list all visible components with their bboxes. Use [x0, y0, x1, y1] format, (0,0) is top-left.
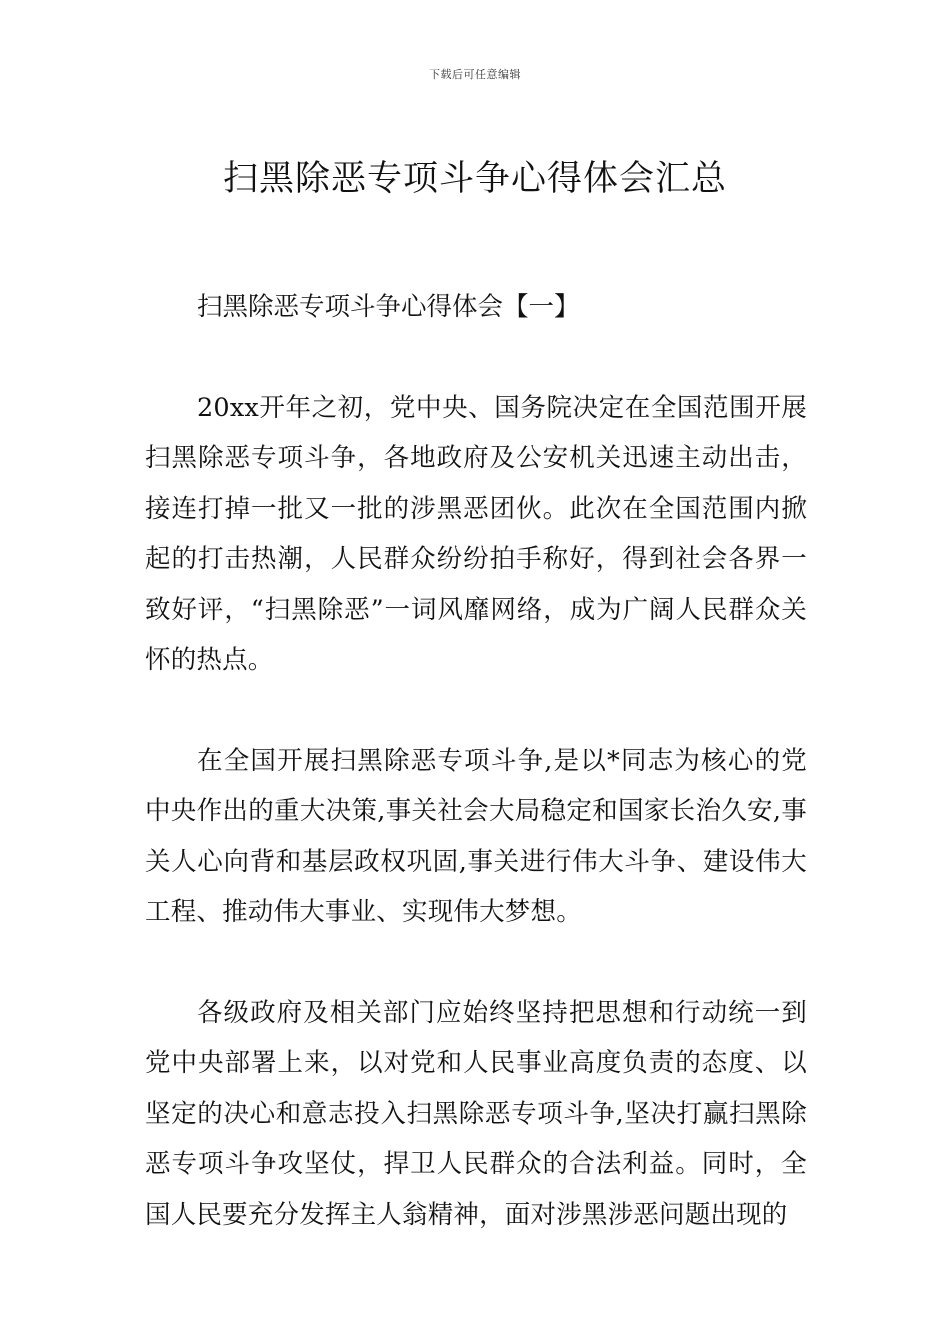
document-title: 扫黑除恶专项斗争心得体会汇总 [222, 159, 727, 200]
paragraph: 各级政府及相关部门应始终坚持把思想和行动统一到党中央部署上来，以对党和人民事业高度负责的态度、以坚定的决心和意志投入扫黑除恶专项斗争,坚决打赢扫黑除恶专项斗争攻坚仗，捍卫人民群众的合法利益。同时，全国人民要充分发挥主人翁精神，面对涉黑涉恶问题出现的 [145, 997, 807, 1230]
header-note: 下载后可任意编辑 [429, 68, 521, 81]
paragraph: 在全国开展扫黑除恶专项斗争,是以*同志为核心的党中央作出的重大决策,事关社会大局稳定和国家长治久安,事关人心向背和基层政权巩固,事关进行伟大斗争、建设伟大工程、推动伟大事业、实现伟大梦想。 [145, 745, 807, 927]
section-heading: 扫黑除恶专项斗争心得体会【一】 [197, 292, 580, 322]
document-body [145, 282, 807, 1240]
paragraph: 20xx开年之初，党中央、国务院决定在全国范围开展扫黑除恶专项斗争，各地政府及公安机关迅速主动出击，接连打掉一批又一批的涉黑恶团伙。此次在全国范围内掀起的打击热潮，人民群众纷纷拍手称好，得到社会各界一致好评，“扫黑除恶”一词风靡网络，成为广阔人民群众关怀的热点。 [145, 392, 807, 675]
